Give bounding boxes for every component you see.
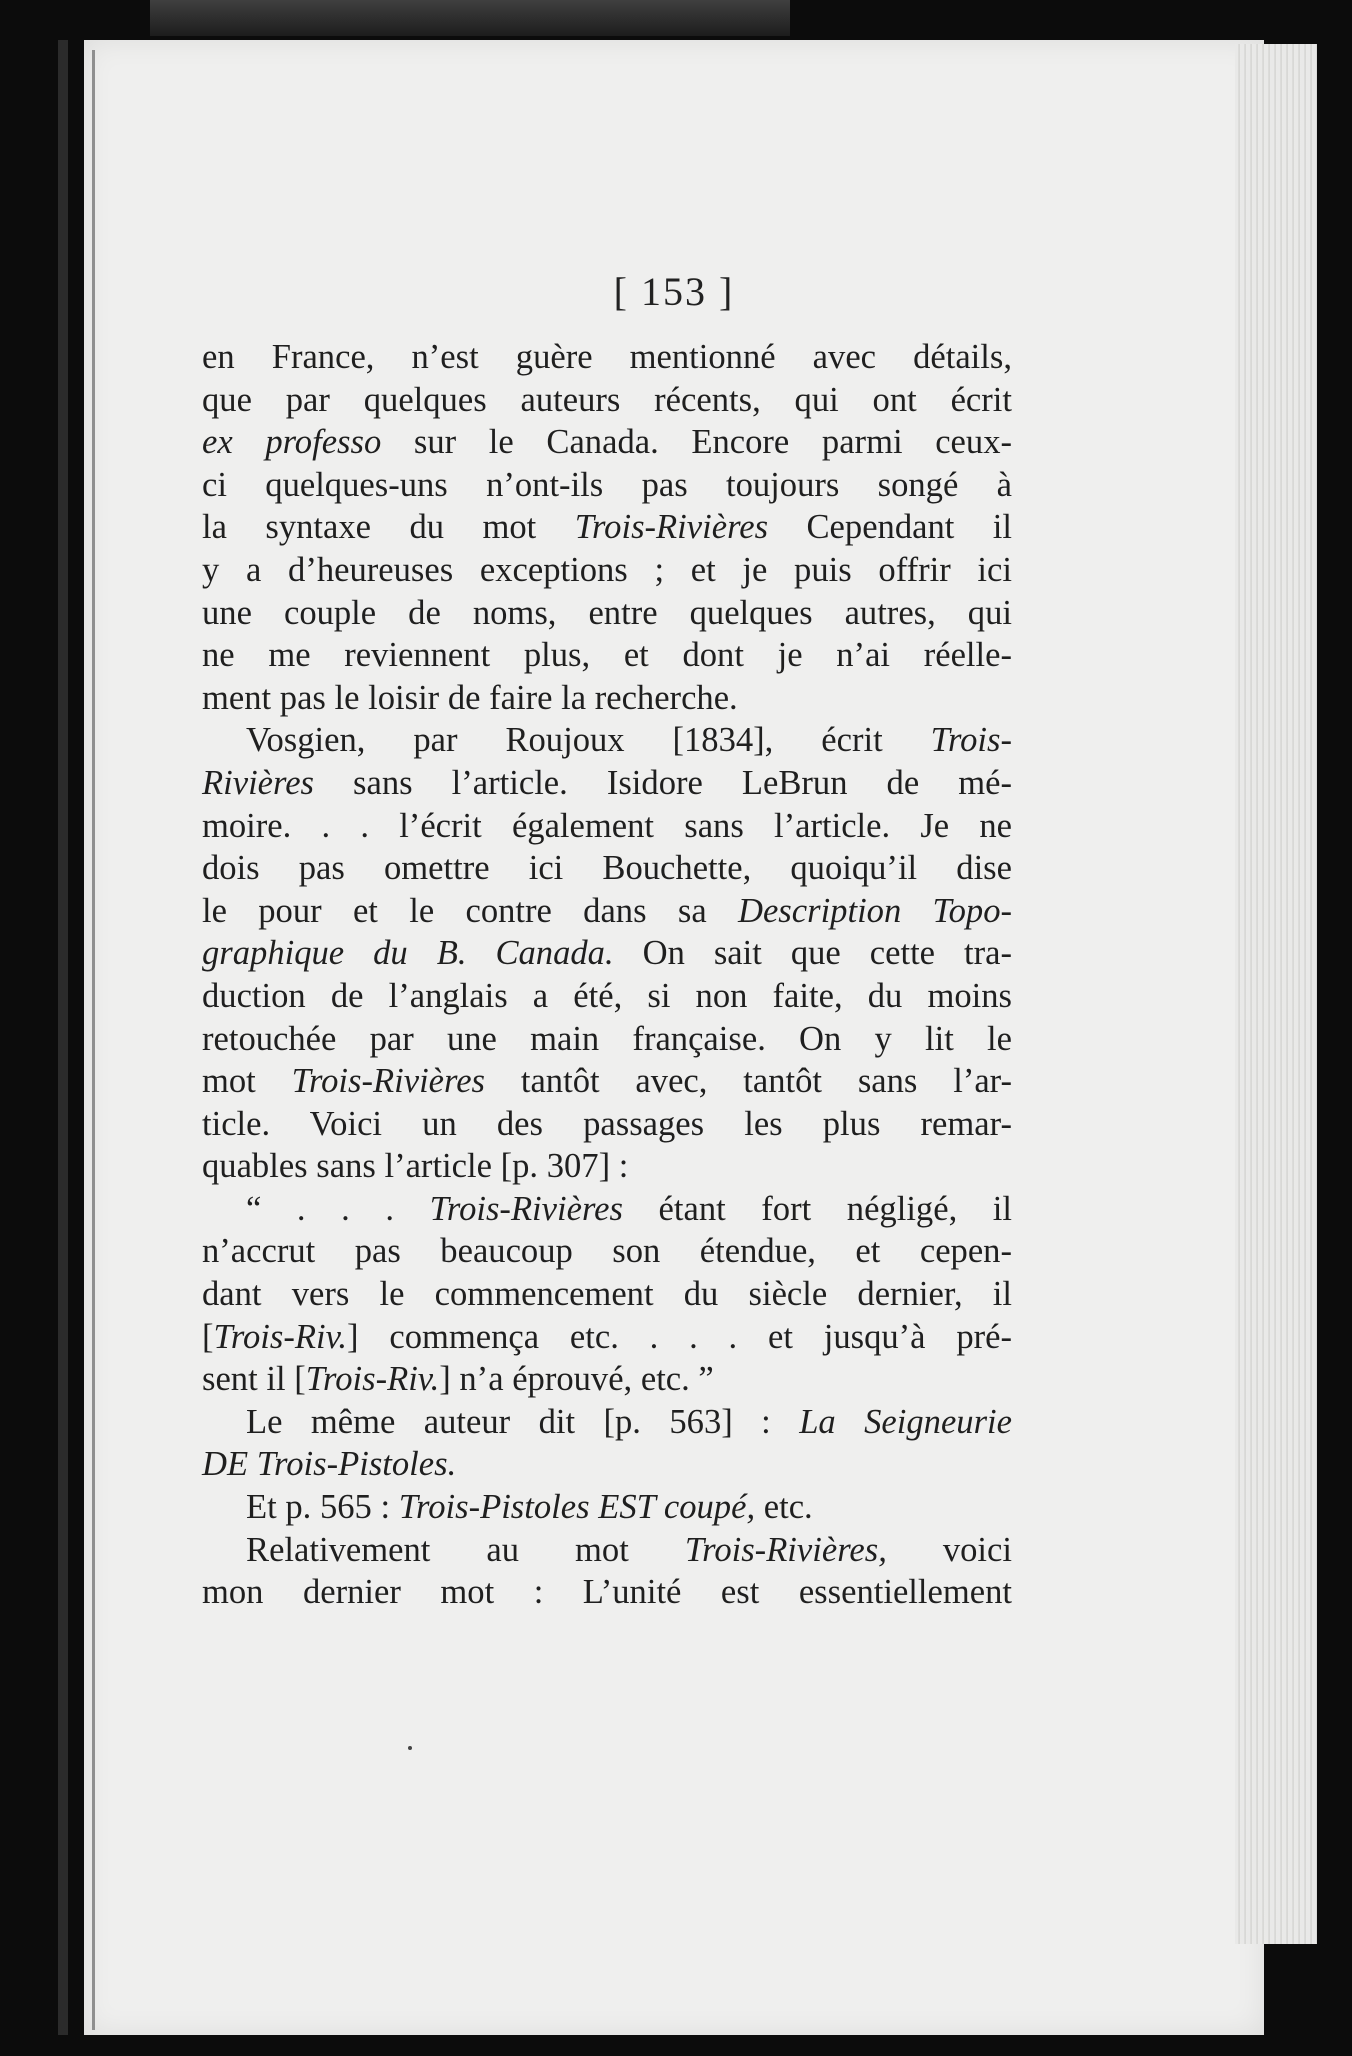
text-line [202,762,1012,805]
text-segment: retouchée par une main française. On y lit le [202,1019,1012,1058]
text-line [202,1316,1012,1359]
text-segment: n’accrut pas beaucoup son étendue, et cepen- [202,1232,1012,1271]
italic-text: La Seigneurie [799,1402,1012,1441]
text-segment: sent il [ [202,1360,306,1399]
text-segment: duction de l’anglais a été, si non faite, du moins [202,976,1012,1015]
italic-text: graphique du B. Canada. [202,934,614,973]
text-segment: Cependant il [768,508,1013,547]
text-segment: ticle. Voici un des passages les plus remar- [202,1104,1012,1143]
paragraph [202,1188,1012,1401]
text-segment: ] n’a éprouvé, etc. ” [439,1360,714,1399]
italic-text: Description Topo- [737,891,1012,930]
text-line [202,847,1012,890]
text-line [202,1529,1012,1572]
italic-text: Trois-Riv. [305,1360,440,1399]
book-gutter [58,40,68,2035]
text-segment: ci quelques-uns n’ont-ils pas toujours songé à [202,465,1012,504]
text-segment: etc. [755,1488,813,1527]
text-line [202,1060,1012,1103]
text-segment: quables sans l’article [p. 307] : [202,1147,629,1186]
text-line [202,379,1012,422]
text-segment: une couple de noms, entre quelques autres, qui [202,593,1012,632]
italic-text: Trois- [930,721,1012,760]
text-segment: la syntaxe du mot [202,508,575,547]
text-line [202,1486,1012,1529]
text-segment: mot [202,1062,292,1101]
text-segment: ne me reviennent plus, et dont je n’ai réelle- [202,636,1012,675]
speck [408,1746,412,1750]
page-edges [1235,44,1317,1944]
text-line [202,1188,1012,1231]
italic-text: Trois-Pistoles EST coupé, [398,1488,756,1527]
italic-text: Trois-Rivières, [684,1530,887,1569]
italic-text: Trois-Rivières [429,1189,623,1228]
text-segment: moire. . . l’écrit également sans l’article. Je ne [202,806,1012,845]
body-text [202,336,1012,1614]
text-line [202,719,1012,762]
paragraph [202,336,1012,719]
text-line [202,975,1012,1018]
text-segment: sans l’article. Isidore LeBrun de mé- [314,763,1012,802]
gutter-line [92,50,95,2030]
text-segment: étant fort négligé, il [622,1189,1012,1228]
text-segment: sur le Canada. Encore parmi ceux- [381,423,1012,462]
text-line [202,1103,1012,1146]
text-segment: Vosgien, par Roujoux [1834], écrit [246,721,931,760]
italic-text: DE Trois-Pistoles. [202,1445,457,1484]
text-segment: ] commença etc. . . . et jusqu’à pré- [347,1317,1012,1356]
text-segment: le pour et le contre dans sa [202,891,738,930]
text-segment: ment pas le loisir de faire la recherche. [202,678,738,717]
italic-text: Trois-Rivières [291,1062,486,1101]
text-line [202,890,1012,933]
italic-text: Trois-Riv. [213,1317,348,1356]
text-line [202,1358,1012,1401]
text-line [202,1443,1012,1486]
text-line [202,634,1012,677]
film-edge-strip [150,0,790,36]
text-line [202,677,1012,720]
text-line [202,1273,1012,1316]
italic-text: ex professo [202,423,382,462]
text-line [202,592,1012,635]
text-segment: On sait que cette tra- [613,934,1012,973]
text-segment: voici [886,1530,1012,1569]
text-segment: “ . . . [246,1189,430,1228]
italic-text: Trois-Rivières [574,508,769,547]
text-line [202,932,1012,975]
text-line [202,549,1012,592]
text-segment: en France, n’est guère mentionné avec détails, [202,338,1012,376]
text-line [202,1018,1012,1061]
text-line [202,805,1012,848]
text-segment: y a d’heureuses exceptions ; et je puis offrir ici [202,550,1012,589]
italic-text: Rivières [202,763,315,802]
text-line [202,336,1012,379]
text-segment: Le même auteur dit [p. 563] : [246,1402,800,1441]
page-number: [ 153 ] [613,269,735,314]
text-line [202,1145,1012,1188]
paragraph [202,719,1012,1188]
text-segment: dois pas omettre ici Bouchette, quoiqu’il dise [202,849,1012,888]
text-segment: tantôt avec, tantôt sans l’ar- [485,1062,1013,1101]
text-line [202,1230,1012,1273]
text-segment: mon dernier mot : L’unité est essentiellement [202,1573,1012,1612]
text-line [202,506,1012,549]
paragraph [202,1401,1012,1486]
text-line [202,421,1012,464]
text-segment: [ [202,1317,214,1356]
paragraph [202,1486,1012,1529]
text-line [202,1401,1012,1444]
text-line [202,464,1012,507]
paragraph [202,1529,1012,1614]
text-segment: Et p. 565 : [246,1488,399,1527]
text-segment: Relativement au mot [246,1530,685,1569]
text-line [202,1571,1012,1614]
text-segment: que par quelques auteurs récents, qui ont écrit [202,380,1012,419]
text-segment: dant vers le commencement du siècle dernier, il [202,1275,1012,1314]
